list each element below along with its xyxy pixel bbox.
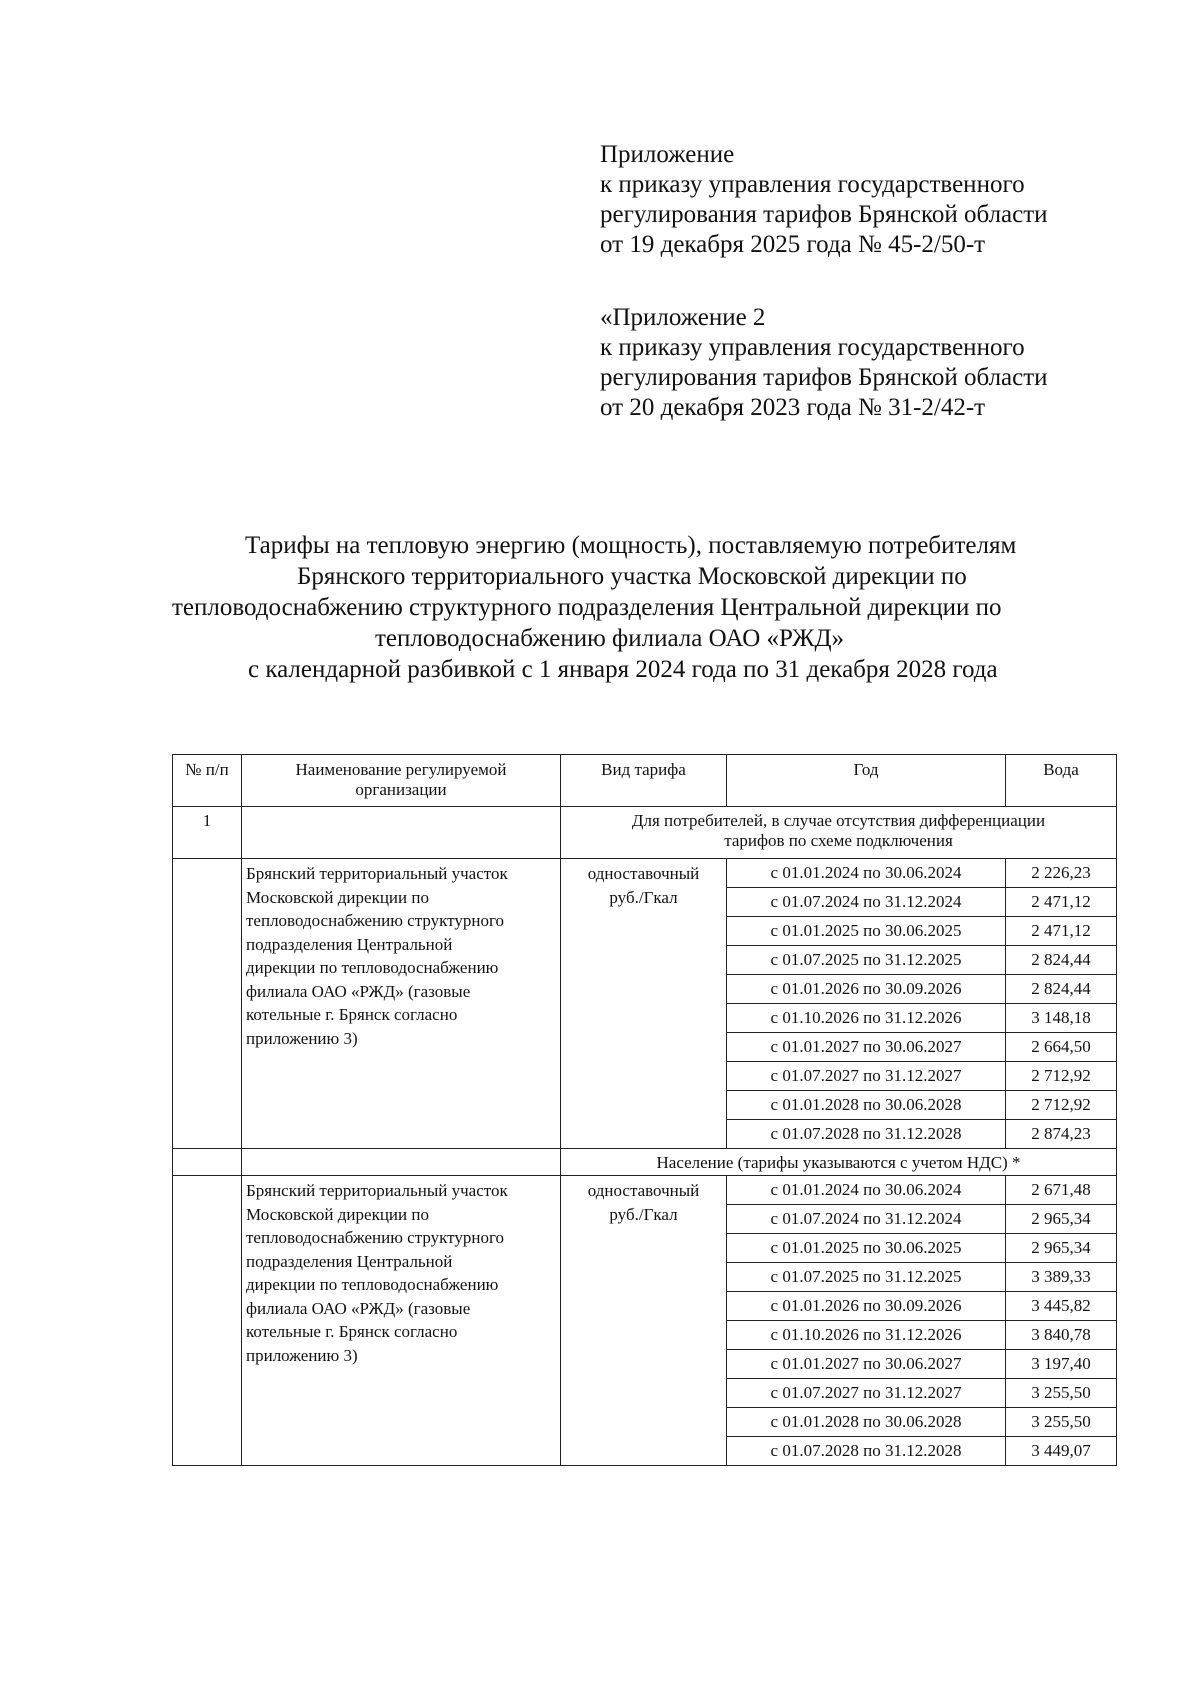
tariff-type-line: одноставочный — [587, 864, 700, 883]
org-line: Московской дирекции по — [246, 887, 429, 907]
value-cell: 2 824,44 — [1006, 946, 1117, 975]
value-cell: 3 449,07 — [1006, 1437, 1117, 1466]
section-2-label: Население (тарифы указываются с учетом НДС) * — [561, 1149, 1117, 1176]
tariff-type-line: одноставочный — [587, 1181, 700, 1200]
value-cell: 3 445,82 — [1006, 1292, 1117, 1321]
value-cell: 2 965,34 — [1006, 1234, 1117, 1263]
title-line: Тарифы на тепловую энергию (мощность), поставляемую потребителям — [245, 532, 1017, 559]
title-line: тепловодоснабжению филиала ОАО «РЖД» — [375, 625, 844, 652]
empty-cell — [173, 1176, 242, 1466]
period-cell: с 01.01.2024 по 30.06.2024 — [727, 1176, 1006, 1205]
value-cell: 2 712,92 — [1006, 1091, 1117, 1120]
value-cell: 2 965,34 — [1006, 1205, 1117, 1234]
value-cell: 2 824,44 — [1006, 975, 1117, 1004]
appendix-2-line: к приказу управления государственного — [600, 334, 1025, 361]
organization-cell — [242, 859, 561, 1149]
value-cell: 3 148,18 — [1006, 1004, 1117, 1033]
table-header-row — [173, 755, 1117, 807]
period-cell: с 01.01.2024 по 30.06.2024 — [727, 859, 1006, 888]
org-line: тепловодоснабжению структурного — [246, 911, 505, 930]
tariff-unit-line: руб./Гкал — [609, 1204, 678, 1224]
period-cell: с 01.07.2027 по 31.12.2027 — [727, 1379, 1006, 1408]
appendix-1-heading — [600, 140, 1048, 260]
period-cell: с 01.07.2024 по 31.12.2024 — [727, 1205, 1006, 1234]
appendix-2-line: регулирования тарифов Брянской области — [600, 364, 1048, 391]
section-1-number: 1 — [173, 807, 242, 859]
org-line: подразделения Центральной — [246, 934, 453, 954]
org-line: филиала ОАО «РЖД» (газовые — [246, 1298, 471, 1318]
value-cell: 2 874,23 — [1006, 1120, 1117, 1149]
org-line: дирекции по тепловодоснабжению — [246, 1275, 499, 1294]
period-cell: с 01.07.2025 по 31.12.2025 — [727, 1263, 1006, 1292]
period-cell: с 01.07.2028 по 31.12.2028 — [727, 1437, 1006, 1466]
empty-cell — [173, 1149, 242, 1176]
period-cell: с 01.01.2028 по 30.06.2028 — [727, 1091, 1006, 1120]
period-cell: с 01.01.2027 по 30.06.2027 — [727, 1033, 1006, 1062]
org-line: котельные г. Брянск согласно — [246, 1322, 458, 1341]
period-cell: с 01.07.2025 по 31.12.2025 — [727, 946, 1006, 975]
period-cell: с 01.01.2025 по 30.06.2025 — [727, 917, 1006, 946]
period-cell: с 01.01.2026 по 30.09.2026 — [727, 1292, 1006, 1321]
appendix-1-line: к приказу управления государственного — [600, 171, 1025, 198]
value-cell: 2 471,12 — [1006, 917, 1117, 946]
section-1-label — [561, 807, 1117, 859]
tariff-type-cell — [561, 859, 727, 1149]
header-tariff-type: Вид тарифа — [561, 755, 727, 807]
empty-cell — [173, 859, 242, 1149]
value-cell: 3 197,40 — [1006, 1350, 1117, 1379]
organization-cell — [242, 1176, 561, 1466]
header-org-line: Наименование регулируемой — [295, 760, 507, 779]
appendix-1-line: регулирования тарифов Брянской области — [600, 201, 1048, 228]
period-cell: с 01.01.2026 по 30.09.2026 — [727, 975, 1006, 1004]
period-cell: с 01.07.2028 по 31.12.2028 — [727, 1120, 1006, 1149]
value-cell: 2 664,50 — [1006, 1033, 1117, 1062]
org-line: приложению 3) — [246, 1345, 358, 1365]
period-cell: с 01.01.2028 по 30.06.2028 — [727, 1408, 1006, 1437]
org-line: котельные г. Брянск согласно — [246, 1005, 458, 1024]
title-line: тепловодоснабжению структурного подразделения Центральной дирекции по — [172, 594, 1002, 621]
org-line: Брянский территориальный участок — [246, 1181, 508, 1200]
appendix-1-line: от 19 декабря 2025 года № 45-2/50-т — [600, 231, 986, 258]
appendix-2-heading — [600, 303, 1048, 423]
org-line: подразделения Центральной — [246, 1251, 453, 1271]
table-row — [173, 1176, 1117, 1205]
org-line: дирекции по тепловодоснабжению — [246, 958, 499, 977]
org-line: Брянский территориальный участок — [246, 864, 508, 883]
period-cell: с 01.10.2026 по 31.12.2026 — [727, 1321, 1006, 1350]
period-cell: с 01.10.2026 по 31.12.2026 — [727, 1004, 1006, 1033]
period-cell: с 01.07.2027 по 31.12.2027 — [727, 1062, 1006, 1091]
value-cell: 3 840,78 — [1006, 1321, 1117, 1350]
header-water: Вода — [1006, 755, 1117, 807]
period-cell: с 01.07.2024 по 31.12.2024 — [727, 888, 1006, 917]
period-cell: с 01.01.2025 по 30.06.2025 — [727, 1234, 1006, 1263]
section-1-row — [173, 807, 1117, 859]
header-num: № п/п — [173, 755, 242, 807]
value-cell: 2 671,48 — [1006, 1176, 1117, 1205]
value-cell: 2 471,12 — [1006, 888, 1117, 917]
org-line: Московской дирекции по — [246, 1204, 429, 1224]
value-cell: 2 226,23 — [1006, 859, 1117, 888]
tariff-type-cell — [561, 1176, 727, 1466]
appendix-1-line: Приложение — [600, 141, 735, 168]
header-organization — [242, 755, 561, 807]
section-1-label-line: Для потребителей, в случае отсутствия дифференциации — [631, 811, 1046, 830]
table-row — [173, 859, 1117, 888]
org-line: тепловодоснабжению структурного — [246, 1228, 505, 1247]
value-cell: 2 712,92 — [1006, 1062, 1117, 1091]
title-line: с календарной разбивкой с 1 января 2024 года по 31 декабря 2028 года — [248, 656, 998, 683]
header-org-line: организации — [355, 780, 447, 799]
value-cell: 3 389,33 — [1006, 1263, 1117, 1292]
empty-cell — [242, 807, 561, 859]
appendix-2-line: от 20 декабря 2023 года № 31-2/42-т — [600, 394, 986, 421]
section-2-row — [173, 1149, 1117, 1176]
value-cell: 3 255,50 — [1006, 1379, 1117, 1408]
empty-cell — [242, 1149, 561, 1176]
appendix-2-line: «Приложение 2 — [600, 304, 766, 331]
header-year: Год — [727, 755, 1006, 807]
tariff-unit-line: руб./Гкал — [609, 887, 678, 907]
section-1-label-line: тарифов по схеме подключения — [724, 831, 953, 850]
org-line: филиала ОАО «РЖД» (газовые — [246, 981, 471, 1001]
value-cell: 3 255,50 — [1006, 1408, 1117, 1437]
title-line: Брянского территориального участка Московской дирекции по — [297, 563, 967, 590]
org-line: приложению 3) — [246, 1028, 358, 1048]
tariff-table — [172, 754, 1117, 1466]
period-cell: с 01.01.2027 по 30.06.2027 — [727, 1350, 1006, 1379]
